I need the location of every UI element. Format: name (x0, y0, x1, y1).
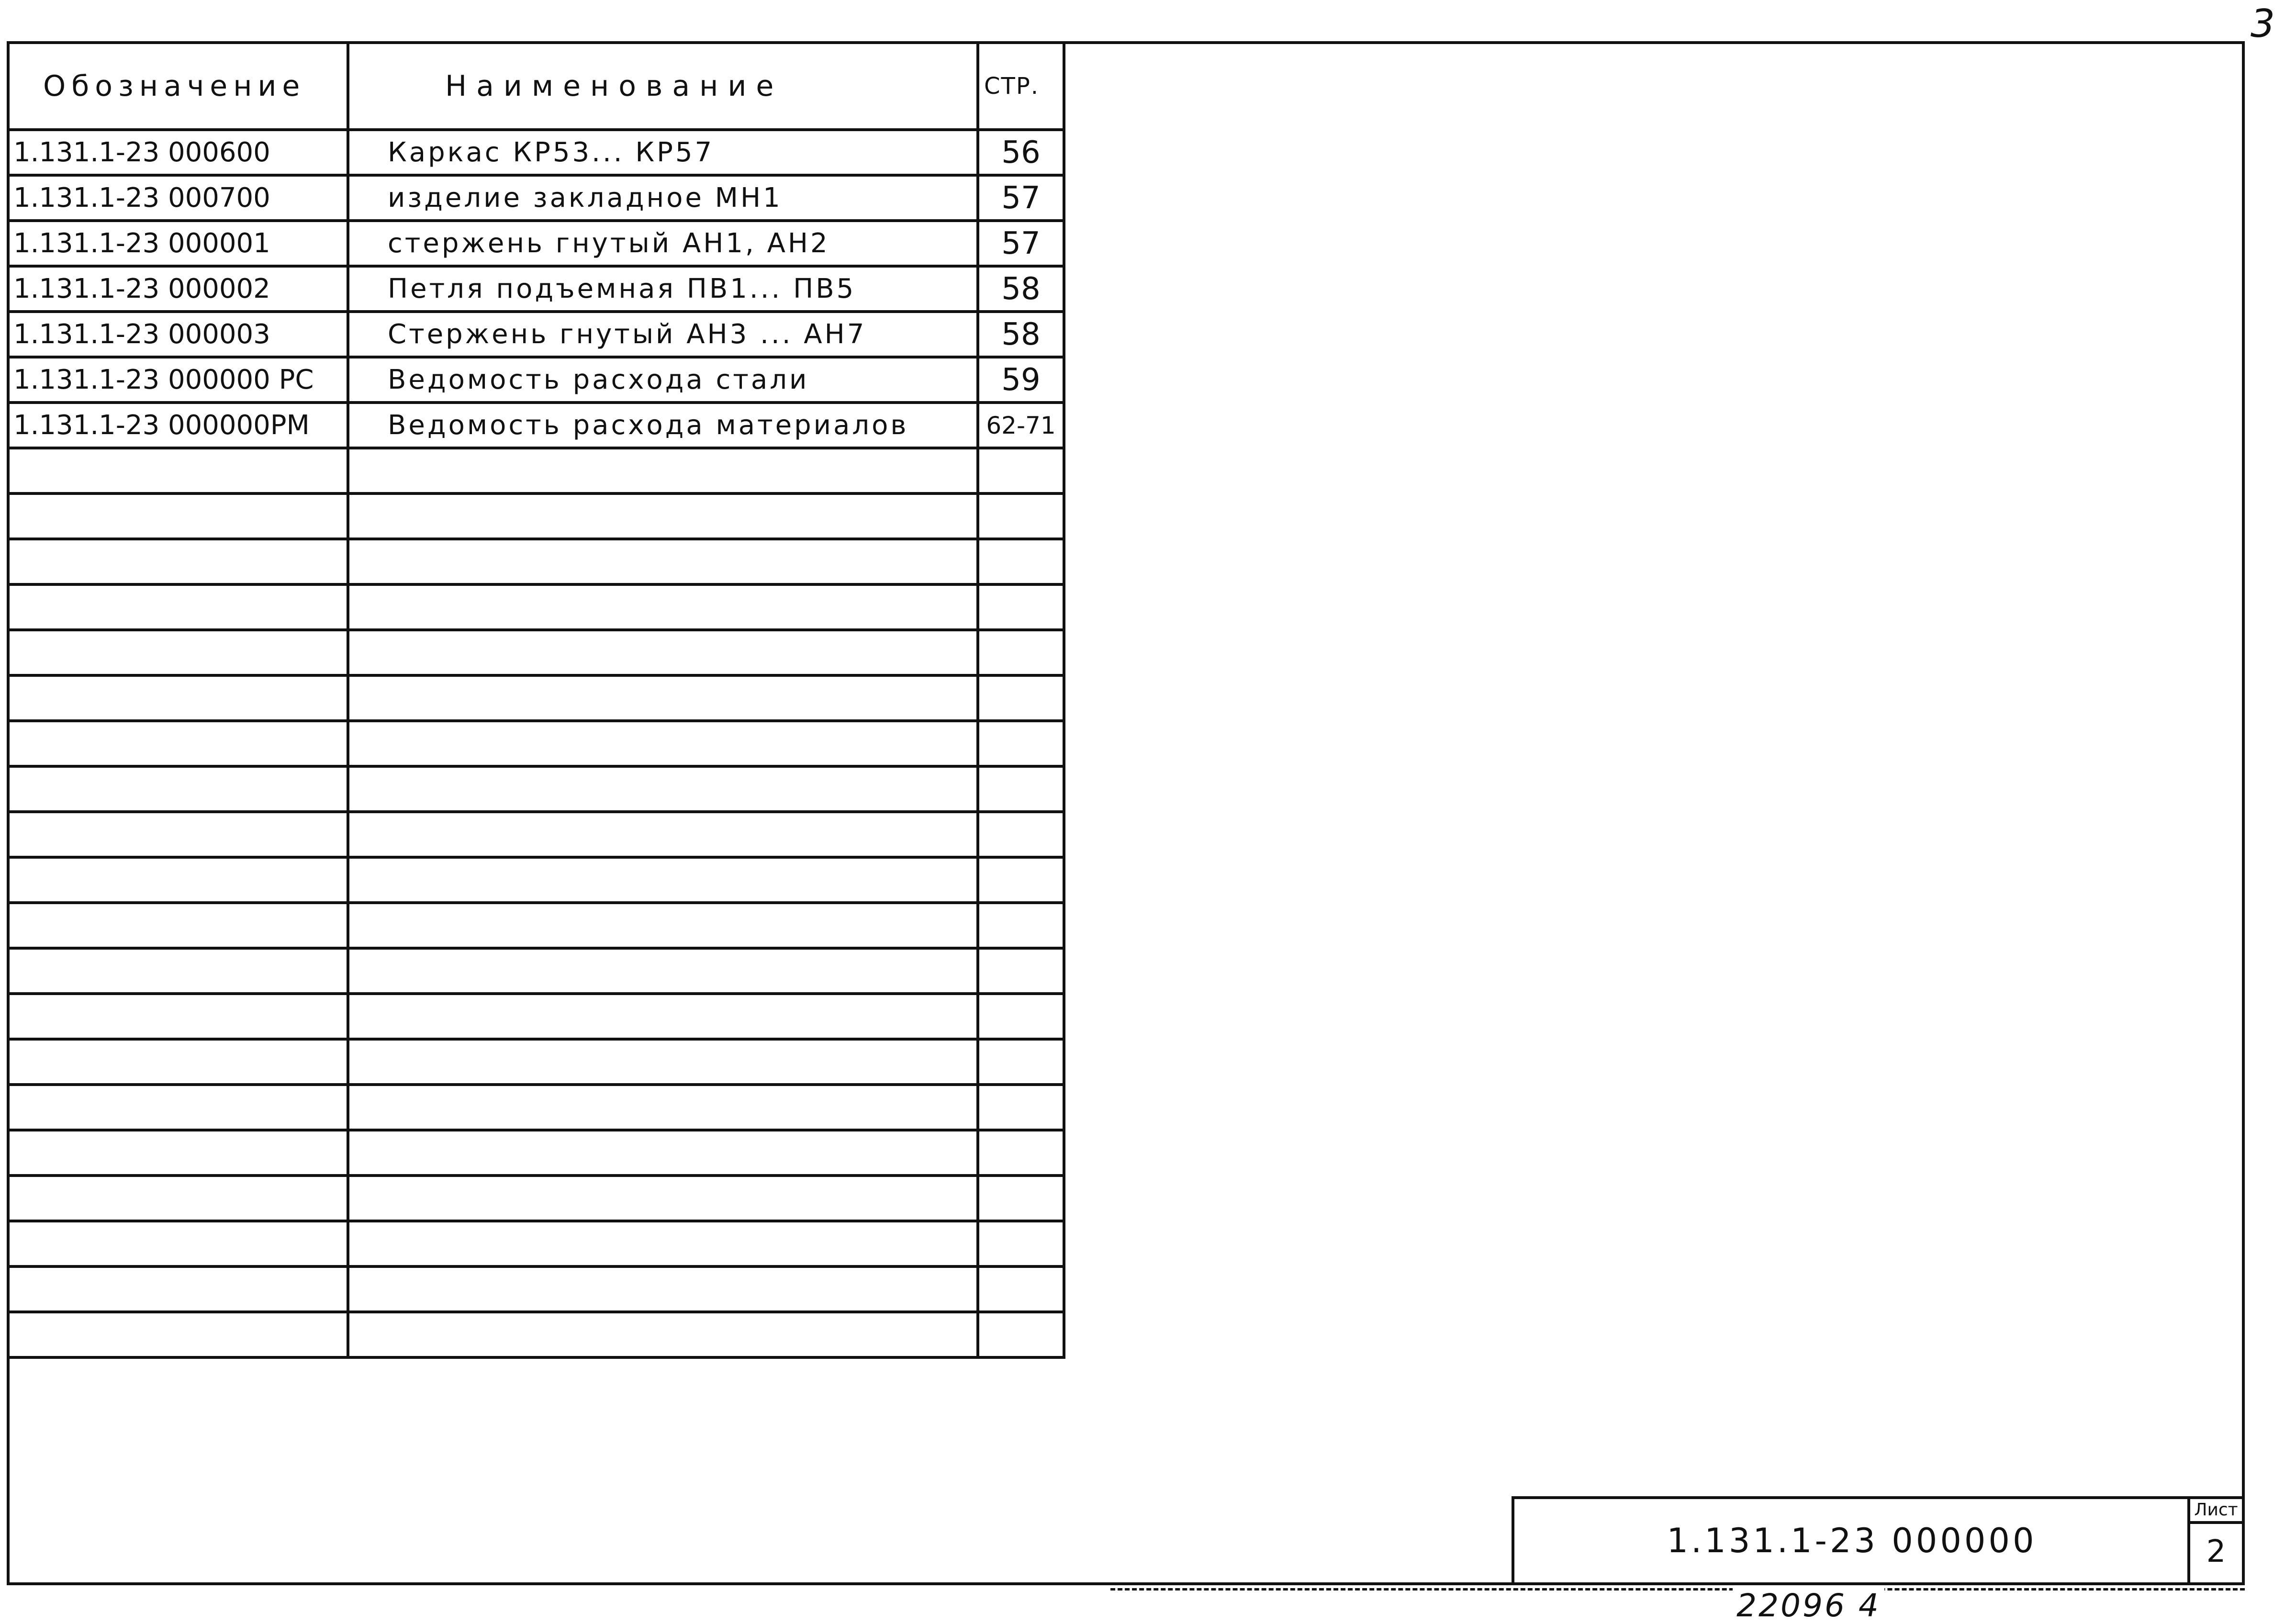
header-row (8, 43, 1064, 130)
row-page-cell (978, 948, 1064, 994)
title-block-stamp (1512, 1496, 2245, 1585)
header-name: Наименование (348, 43, 978, 130)
row-code-cell: 1.131.1-23 000003 (8, 312, 348, 357)
row-page-cell (978, 448, 1064, 493)
row-code-cell (8, 1266, 348, 1312)
row-name-cell (348, 857, 978, 903)
row-page-cell (978, 1039, 1064, 1085)
row-code-cell (8, 1130, 348, 1176)
row-page-cell (978, 1312, 1064, 1357)
row-page-cell (978, 1221, 1064, 1266)
row-name-cell (348, 766, 978, 812)
row-name-cell (348, 812, 978, 857)
row-code-cell (8, 857, 348, 903)
row-code-cell (8, 766, 348, 812)
row-name-cell (348, 1085, 978, 1130)
row-code-cell (8, 493, 348, 539)
row-code-cell (8, 721, 348, 766)
row-name-cell (348, 1312, 978, 1357)
row-page-cell: 58 (978, 312, 1064, 357)
row-code-cell (8, 1221, 348, 1266)
row-code-cell: 1.131.1-23 000000РМ (8, 403, 348, 448)
table-row (8, 357, 1064, 403)
row-name-cell (348, 1176, 978, 1221)
row-page-cell (978, 903, 1064, 948)
archive-number: 22096 4 (1733, 1587, 1884, 1624)
row-code-cell: 1.131.1-23 000002 (8, 266, 348, 312)
row-page-cell (978, 994, 1064, 1039)
row-code-cell: 1.131.1-23 000700 (8, 175, 348, 221)
table-row (8, 721, 1064, 766)
row-code-cell: 1.131.1-23 000001 (8, 221, 348, 266)
row-code-cell (8, 1085, 348, 1130)
row-page-cell (978, 584, 1064, 630)
table-row (8, 766, 1064, 812)
sheet-label: Лист (2190, 1499, 2242, 1524)
row-code-cell (8, 584, 348, 630)
table-row (8, 1312, 1064, 1357)
table-row (8, 584, 1064, 630)
row-page-cell (978, 539, 1064, 584)
row-name-cell (348, 994, 978, 1039)
table-row (8, 1130, 1064, 1176)
row-name-cell (348, 539, 978, 584)
table-row (8, 857, 1064, 903)
row-code-cell (8, 994, 348, 1039)
row-page-cell (978, 721, 1064, 766)
row-name-cell (348, 721, 978, 766)
row-code-cell: 1.131.1-23 000600 (8, 130, 348, 175)
row-page-cell (978, 1176, 1064, 1221)
row-page-cell (978, 857, 1064, 903)
table-row (8, 493, 1064, 539)
table-row (8, 630, 1064, 675)
row-code-cell (8, 812, 348, 857)
table-row (8, 903, 1064, 948)
dashed-cut-line (1110, 1588, 2245, 1590)
row-code-cell (8, 675, 348, 721)
row-code-cell (8, 1176, 348, 1221)
row-name-cell (348, 584, 978, 630)
row-page-cell (978, 1085, 1064, 1130)
row-name-cell (348, 1130, 978, 1176)
row-page-cell (978, 630, 1064, 675)
header-code: Обозначение (8, 43, 348, 130)
table-row (8, 948, 1064, 994)
table-row (8, 1221, 1064, 1266)
table-row (8, 448, 1064, 493)
row-name-cell (348, 675, 978, 721)
row-name-cell (348, 493, 978, 539)
row-name-cell (348, 1039, 978, 1085)
table-row (8, 1085, 1064, 1130)
row-page-cell: 57 (978, 175, 1064, 221)
row-page-cell (978, 493, 1064, 539)
row-name-cell (348, 1221, 978, 1266)
row-code-cell (8, 448, 348, 493)
table-row (8, 1266, 1064, 1312)
table-row (8, 1176, 1064, 1221)
row-name-cell: изделие закладное МН1 (348, 175, 978, 221)
row-name-cell: стержень гнутый АН1, АН2 (348, 221, 978, 266)
row-name-cell: Ведомость расхода материалов (348, 403, 978, 448)
page-corner-number: 3 (2251, 1, 2275, 46)
row-name-cell: Ведомость расхода стали (348, 357, 978, 403)
table-row (8, 1039, 1064, 1085)
row-code-cell (8, 1312, 348, 1357)
row-code-cell (8, 903, 348, 948)
row-name-cell: Каркас КР53... КР57 (348, 130, 978, 175)
row-page-cell: 56 (978, 130, 1064, 175)
row-name-cell (348, 1266, 978, 1312)
table-row (8, 812, 1064, 857)
row-page-cell (978, 1266, 1064, 1312)
row-code-cell: 1.131.1-23 000000 РС (8, 357, 348, 403)
row-page-cell: 58 (978, 266, 1064, 312)
header-page: СТР. (978, 43, 1064, 130)
row-page-cell (978, 675, 1064, 721)
row-name-cell (348, 630, 978, 675)
table-row (8, 266, 1064, 312)
row-name-cell (348, 903, 978, 948)
table-row (8, 312, 1064, 357)
row-page-cell (978, 766, 1064, 812)
row-code-cell (8, 948, 348, 994)
row-page-cell (978, 1130, 1064, 1176)
row-page-cell (978, 812, 1064, 857)
row-page-cell: 59 (978, 357, 1064, 403)
row-name-cell: Стержень гнутый АН3 ... АН7 (348, 312, 978, 357)
table-row (8, 130, 1064, 175)
row-name-cell (348, 948, 978, 994)
table-row (8, 403, 1064, 448)
sheet-number: 2 (2206, 1534, 2226, 1569)
row-name-cell (348, 448, 978, 493)
table-row (8, 221, 1064, 266)
row-page-cell: 62-71 (978, 403, 1064, 448)
row-code-cell (8, 1039, 348, 1085)
table-row (8, 175, 1064, 221)
row-page-cell: 57 (978, 221, 1064, 266)
table-row (8, 539, 1064, 584)
row-name-cell: Петля подъемная ПВ1... ПВ5 (348, 266, 978, 312)
document-code: 1.131.1-23 000000 (1667, 1521, 2037, 1560)
table-body (8, 130, 1064, 1357)
table-row (8, 994, 1064, 1039)
sheet-box (2187, 1499, 2242, 1582)
table-row (8, 675, 1064, 721)
row-code-cell (8, 539, 348, 584)
contents-table (7, 41, 1065, 1359)
row-code-cell (8, 630, 348, 675)
